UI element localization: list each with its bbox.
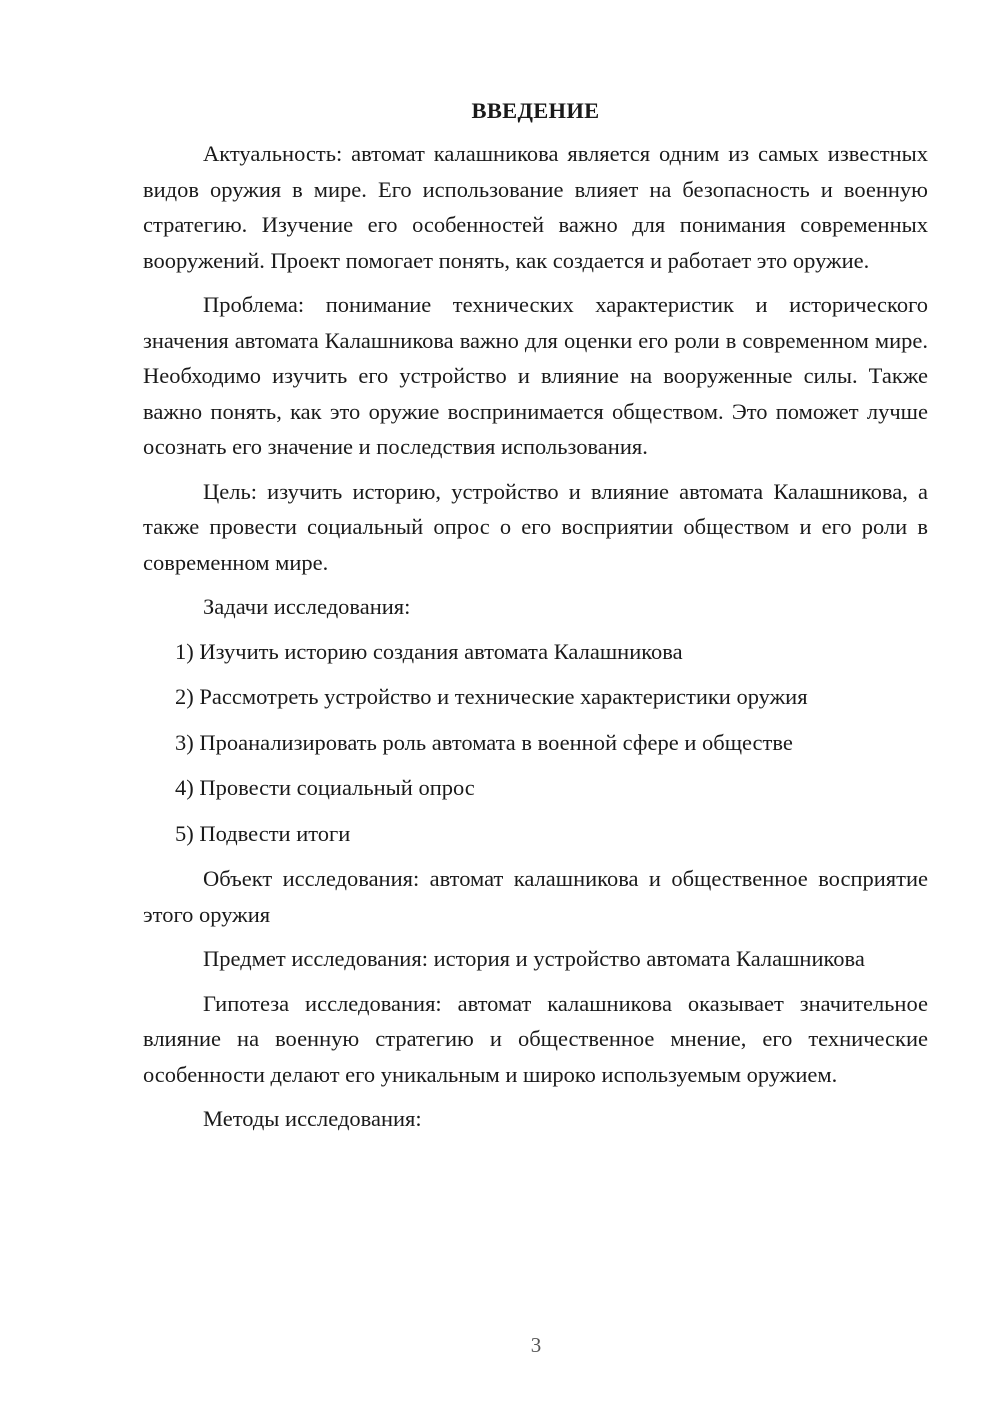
methods-heading: Методы исследования: bbox=[203, 1106, 422, 1131]
relevance-paragraph: Актуальность: автомат калашникова является одним из самых известных видов оружия в мире. Его использование влияет на безопасность и военную стратегию. Изучение его особенностей важно для понимания современных вооружений. Проект помогает понять, как создается и работает это оружие. bbox=[143, 141, 928, 273]
object-paragraph: Объект исследования: автомат калашникова и общественное восприятие этого оружия bbox=[143, 866, 928, 927]
list-item: 1) Изучить историю создания автомата Калашникова bbox=[175, 638, 683, 664]
hypothesis-paragraph: Гипотеза исследования: автомат калашникова оказывает значительное влияние на военную стратегию и общественное мнение, его технические особенности делают его уникальным и широко используемым оружием. bbox=[143, 990, 928, 1087]
page-content bbox=[143, 95, 928, 1146]
subject-paragraph: Предмет исследования: история и устройство автомата Калашникова bbox=[203, 946, 865, 971]
page-number: 3 bbox=[530, 1333, 542, 1357]
tasks-heading: Задачи исследования: bbox=[203, 594, 411, 619]
page-title: ВВЕДЕНИЕ bbox=[471, 98, 600, 123]
goal-paragraph: Цель: изучить историю, устройство и влияние автомата Калашникова, а также провести социальный опрос о его восприятии обществом и его роли в современном мире. bbox=[143, 478, 928, 575]
problem-paragraph: Проблема: понимание технических характеристик и исторического значения автомата Калашникова важно для оценки его роли в современном мире. Необходимо изучить его устройство и влияние на вооруженные силы. Также важно понять, как это оружие воспринимается обществом. Это поможет лучше осознать его значение и последствия использования. bbox=[143, 292, 928, 459]
list-item: 5) Подвести итоги bbox=[175, 820, 351, 846]
list-item: 2) Рассмотреть устройство и технические характеристики оружия bbox=[175, 684, 808, 709]
tasks-list bbox=[143, 634, 928, 852]
list-item: 4) Провести социальный опрос bbox=[175, 775, 475, 800]
list-item: 3) Проанализировать роль автомата в военной сфере и обществе bbox=[175, 729, 793, 755]
